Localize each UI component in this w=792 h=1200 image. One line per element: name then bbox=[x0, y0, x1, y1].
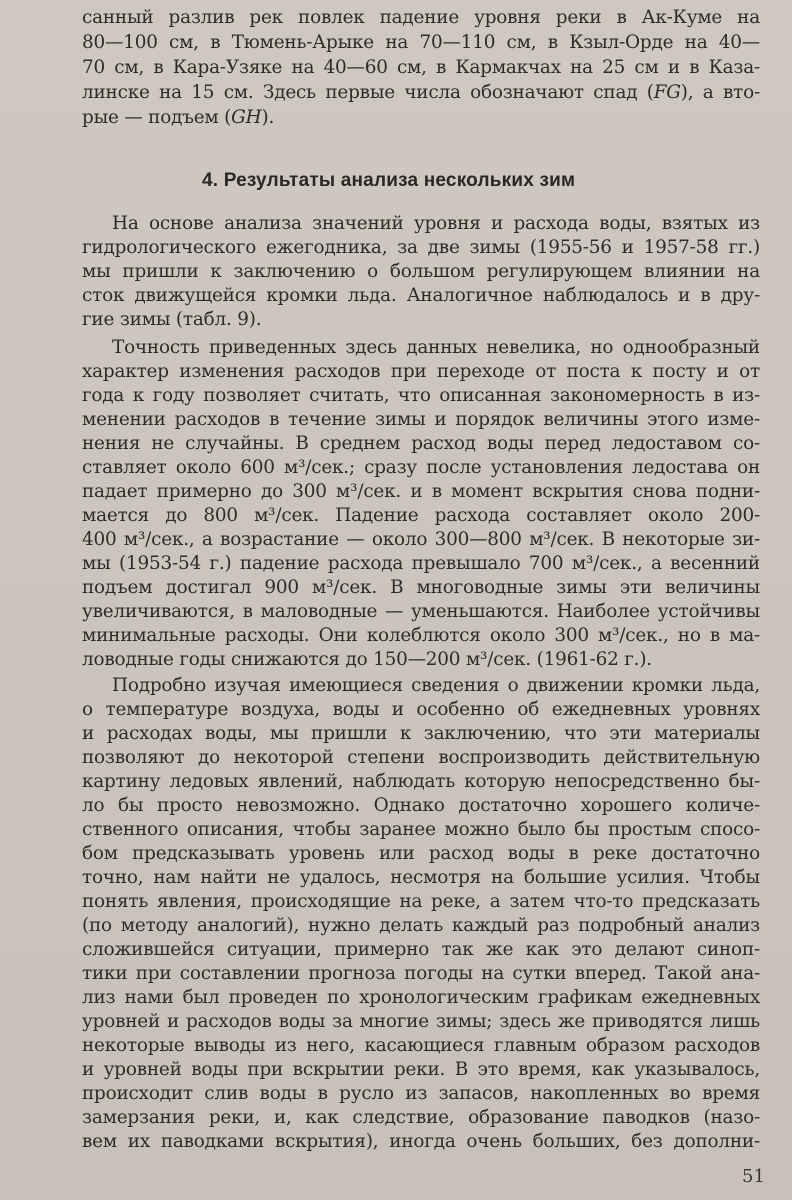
text-line: 70 см, в Кара-Узяке на 40—60 см, в Кармакчах на 25 см и в Каза- bbox=[82, 57, 760, 78]
text-line: Подробно изучая имеющиеся сведения о движении кромки льда, bbox=[112, 675, 760, 696]
text-line: лиз нами был проведен по хронологическим графикам ежедневных bbox=[82, 987, 760, 1008]
section-heading: 4. Результаты анализа нескольких зим bbox=[202, 170, 576, 191]
text-line: санный разлив рек повлек падение уровня реки в Ак-Куме на bbox=[82, 7, 760, 28]
text-line: точно, нам найти не удалось, несмотря на большие усилия. Чтобы bbox=[82, 867, 760, 888]
text-line: тики при составлении прогноза погоды на сутки вперед. Такой ана- bbox=[82, 963, 760, 984]
text-line: ло бы просто невозможно. Однако достаточно хорошего количе- bbox=[82, 795, 760, 816]
text-line: бом предсказывать уровень или расход воды в реке достаточно bbox=[82, 843, 760, 864]
text-line: вем их паводками вскрытия), иногда очень больших, без дополни- bbox=[82, 1131, 760, 1152]
text-line: гие зимы (табл. 9). bbox=[82, 309, 262, 330]
text-line: 400 м³/сек., а возрастание — около 300—800 м³/сек. В некоторые зи- bbox=[82, 529, 760, 550]
text-line: понять явления, происходящие на реке, а затем что-то предсказать bbox=[82, 891, 760, 912]
text-line: ственного описания, чтобы заранее можно было бы простым спосо- bbox=[82, 819, 760, 840]
page-number: 51 bbox=[742, 1166, 765, 1187]
text-line: и уровней воды при вскрытии реки. В это время, как указывалось, bbox=[82, 1059, 760, 1080]
text-line: года к году позволяет считать, что описанная закономерность в из- bbox=[82, 385, 760, 406]
text-line: Точность приведенных здесь данных невелика, но однообразный bbox=[112, 337, 760, 358]
text-line: мается до 800 м³/сек. Падение расхода составляет около 200- bbox=[82, 505, 760, 526]
text-line: подъем достигал 900 м³/сек. В многоводные зимы эти величины bbox=[82, 577, 760, 598]
text-line: замерзания реки, и, как следствие, образование паводков (назо- bbox=[82, 1107, 760, 1128]
text-line: о температуре воздуха, воды и особенно об ежедневных уровнях bbox=[82, 699, 760, 720]
text-line: ловодные годы снижаются до 150—200 м³/сек. (1961-62 г.). bbox=[82, 649, 652, 670]
text-line: менении расходов в течение зимы и порядок величины этого изме- bbox=[82, 409, 760, 430]
text-line: минимальные расходы. Они колеблются около 300 м³/сек., но в ма- bbox=[82, 625, 760, 646]
text-line: мы (1953-54 г.) падение расхода превышало 700 м³/сек., а весенний bbox=[82, 553, 760, 574]
text-line: 80—100 см, в Тюмень-Арыке на 70—110 см, в Кзыл-Орде на 40— bbox=[82, 32, 760, 53]
text-line: увеличиваются, в маловодные — уменьшаются. Наиболее устойчивы bbox=[82, 601, 760, 622]
text-line: рые — подъем (GH). bbox=[82, 107, 275, 128]
text-line: сток движущейся кромки льда. Аналогичное наблюдалось и в дру- bbox=[82, 285, 760, 306]
text-line: и расходах воды, мы пришли к заключению, что эти материалы bbox=[82, 723, 760, 744]
text-line: уровней и расходов воды за многие зимы; здесь же приводятся лишь bbox=[82, 1011, 760, 1032]
text-line: На основе анализа значений уровня и расхода воды, взятых из bbox=[112, 213, 760, 234]
text-line: позволяют до некоторой степени воспроизводить действительную bbox=[82, 747, 760, 768]
text-line: характер изменения расходов при переходе от поста к посту и от bbox=[82, 361, 760, 382]
text-line: (по методу аналогий), нужно делать каждый раз подробный анализ bbox=[82, 915, 760, 936]
text-line: гидрологического ежегодника, за две зимы (1955-56 и 1957-58 гг.) bbox=[82, 237, 760, 258]
text-line: сложившейся ситуации, примерно так же как это делают синоп- bbox=[82, 939, 760, 960]
text-line: происходит слив воды в русло из запасов, накопленных во время bbox=[82, 1083, 760, 1104]
text-line: нения не случайны. В среднем расход воды перед ледоставом со- bbox=[82, 433, 760, 454]
text-line: мы пришли к заключению о большом регулирующем влиянии на bbox=[82, 261, 760, 282]
text-line: падает примерно до 300 м³/сек. и в момент вскрытия снова подни- bbox=[82, 481, 760, 502]
text-line: ставляет около 600 м³/сек.; сразу после установления ледостава он bbox=[82, 457, 760, 478]
text-line: некоторые выводы из него, касающиеся главным образом расходов bbox=[82, 1035, 760, 1056]
text-line: линске на 15 см. Здесь первые числа обозначают спад (FG), а вто- bbox=[82, 82, 760, 103]
text-line: картину ледовых явлений, наблюдать которую непосредственно бы- bbox=[82, 771, 760, 792]
